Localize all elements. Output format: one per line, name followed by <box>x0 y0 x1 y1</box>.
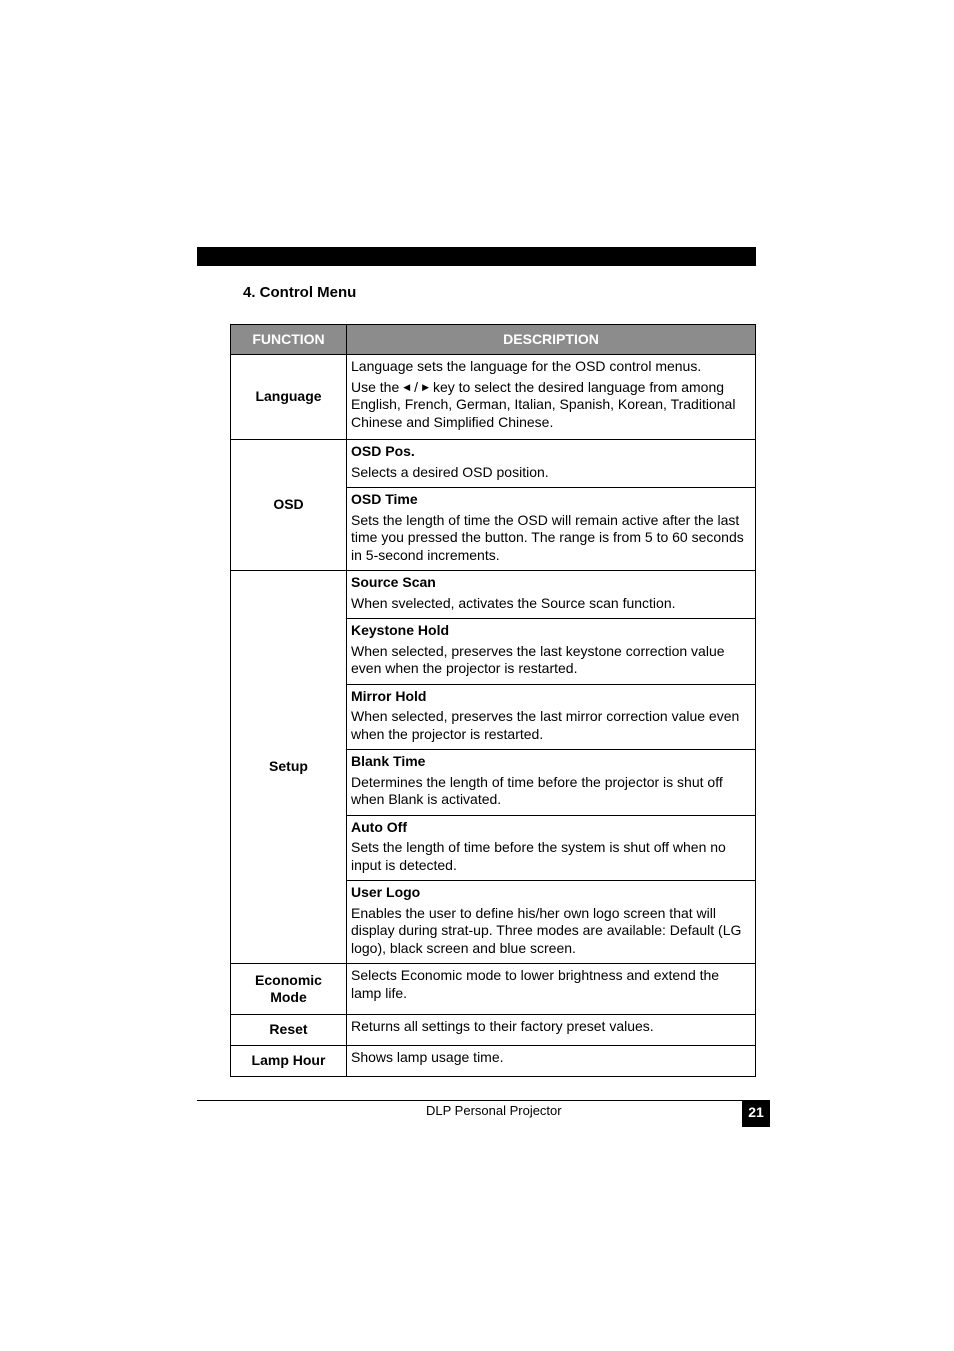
keystone-hold-block <box>347 618 755 684</box>
description-cell-setup <box>347 571 756 964</box>
keystone-hold-title: Keystone Hold <box>351 622 450 638</box>
function-cell-lamp-hour: Lamp Hour <box>231 1045 347 1077</box>
description-cell-language <box>347 355 756 440</box>
blank-time-text: Determines the length of time before the projector is shut off when Blank is activated. <box>351 773 723 807</box>
description-cell-reset <box>347 1015 756 1046</box>
language-description-line2 <box>351 379 751 432</box>
function-cell-economic-mode <box>231 964 347 1015</box>
osd-time-title: OSD Time <box>351 491 418 507</box>
mirror-hold-text: When selected, preserves the last mirror correction value even when the projector is restarted. <box>351 708 740 742</box>
user-logo-text: Enables the user to define his/her own logo screen that will display during strat-up. Three modes are available: Default (LG logo), black screen and blue screen. <box>351 904 742 956</box>
osd-pos-text: Selects a desired OSD position. <box>351 463 549 480</box>
language-use-text: Use the <box>351 378 400 395</box>
arrow-separator: / <box>414 378 419 395</box>
left-arrow-icon: ◀ <box>403 381 411 392</box>
keystone-hold-text: When selected, preserves the last keystone correction value even when the projector is restarted. <box>351 642 725 676</box>
function-cell-setup: Setup <box>231 571 347 964</box>
source-scan-title: Source Scan <box>351 574 436 590</box>
osd-time-text: Sets the length of time the OSD will remain active after the last time you pressed the button. The range is from 5 to 60 seconds in 5-second increments. <box>351 511 744 563</box>
footer-title: DLP Personal Projector <box>426 1103 562 1118</box>
table-row-economic-mode <box>231 964 756 1015</box>
header-bar <box>197 247 756 266</box>
description-column-header: DESCRIPTION <box>347 325 756 355</box>
economic-label-line2: Mode <box>270 989 307 1005</box>
auto-off-text: Sets the length of time before the system is shut off when no input is detected. <box>351 839 726 873</box>
osd-pos-title: OSD Pos. <box>351 443 415 459</box>
blank-time-title: Blank Time <box>351 753 426 769</box>
function-cell-osd: OSD <box>231 440 347 571</box>
mirror-hold-block <box>347 684 755 750</box>
osd-time-block <box>347 487 755 570</box>
lamp-hour-text: Shows lamp usage time. <box>351 1048 504 1065</box>
table-row-language <box>231 355 756 440</box>
description-cell-economic-mode <box>347 964 756 1015</box>
table-row-lamp-hour <box>231 1045 756 1077</box>
function-column-header: FUNCTION <box>231 325 347 355</box>
blank-time-block <box>347 749 755 815</box>
description-cell-lamp-hour <box>347 1045 756 1077</box>
mirror-hold-title: Mirror Hold <box>351 687 427 704</box>
reset-text: Returns all settings to their factory preset values. <box>351 1018 654 1034</box>
description-cell-osd <box>347 440 756 571</box>
function-cell-language: Language <box>231 355 347 440</box>
auto-off-title: Auto Off <box>351 818 407 835</box>
footer-rule <box>197 1100 756 1101</box>
user-logo-title: User Logo <box>351 884 421 900</box>
language-select-text: key to select the desired language from among English, French, German, Italian, Spanish, Korean, Traditional Chinese and Simplified Chinese. <box>351 378 736 430</box>
user-logo-block <box>347 880 755 963</box>
source-scan-text: When svelected, activates the Source scan function. <box>351 594 676 611</box>
economic-label-line1: Economic <box>255 971 322 988</box>
table-header-row <box>231 325 756 355</box>
function-cell-reset: Reset <box>231 1015 347 1046</box>
source-scan-block <box>347 571 755 618</box>
table-row-setup <box>231 571 756 964</box>
table-row-reset <box>231 1015 756 1046</box>
table-row-osd <box>231 440 756 571</box>
osd-pos-block <box>347 440 755 487</box>
language-description-line1: Language sets the language for the OSD control menus. <box>351 358 702 374</box>
auto-off-block <box>347 815 755 881</box>
section-title: 4. Control Menu <box>243 284 357 301</box>
economic-mode-text: Selects Economic mode to lower brightness and extend the lamp life. <box>351 967 720 1001</box>
right-arrow-icon: ▶ <box>422 381 429 392</box>
control-menu-table <box>230 324 756 1077</box>
page-number: 21 <box>742 1100 770 1127</box>
